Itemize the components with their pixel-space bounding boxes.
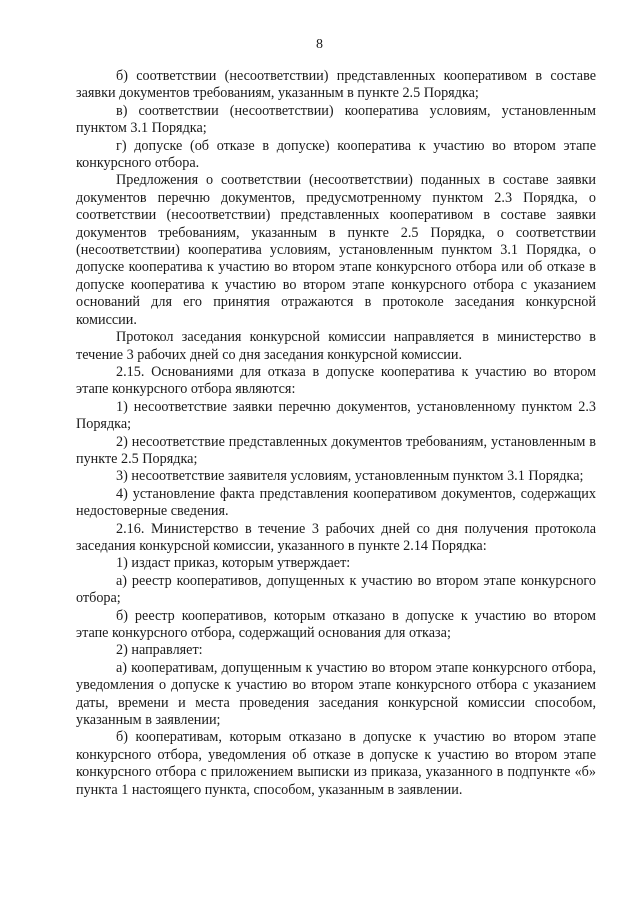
paragraph-registry-admitted: а) реестр кооперативов, допущенных к участию во втором этапе конкурсного отбора; [76,572,596,607]
paragraph-ground-1: 1) несоответствие заявки перечню документов, установленному пунктом 2.3 Порядка; [76,398,596,433]
paragraph-notify-refused: б) кооперативам, которым отказано в допуске к участию во втором этапе конкурсного отбора, уведомления об отказе в допуске к участию во втором этапе конкурсного отбора с приложением выписки из приказа, указанного в подпункте «б» пункта 1 настоящего пункта, способом, указанным в заявлении. [76,729,596,798]
paragraph-ground-2: 2) несоответствие представленных документов требованиям, установленным в пункте 2.5 Порядка; [76,433,596,467]
page-number: 8 [316,37,323,52]
paragraph-registry-refused: б) реестр кооперативов, которым отказано в допуске к участию во втором этапе конкурсного отбора, содержащий основания для отказа; [76,607,596,641]
paragraph-item-v-conditions: в) соответствии (несоответствии) кооператива условиям, установленным пунктом 3.1 Порядка; [76,102,596,137]
paragraph-protocol: Протокол заседания конкурсной комиссии направляется в министерство в течение 3 рабочих дней со дня заседания конкурсной комиссии. [76,329,596,363]
paragraph-ground-3: 3) несоответствие заявителя условиям, установленным пунктом 3.1 Порядка; [116,468,584,485]
paragraph-ground-4: 4) установление факта представления кооперативом документов, содержащих недостоверные сведения. [76,485,596,520]
paragraph-item-b-compliance: б) соответствии (несоответствии) представленных кооперативом в составе заявки документов требованиям, указанным в пункте 2.5 Порядка; [76,68,596,102]
paragraph-section-2-15: 2.15. Основаниями для отказа в допуске кооператива к участию во втором этапе конкурсного отбора являются: [76,363,596,398]
paragraph-section-2-16: 2.16. Министерство в течение 3 рабочих дней со дня получения протокола заседания конкурсной комиссии, указанного в пункте 2.14 Порядка: [76,520,596,554]
paragraph-order: 1) издаст приказ, которым утверждает: [116,555,351,572]
paragraph-proposals: Предложения о соответствии (несоответствии) поданных в составе заявки документов перечню документов, предусмотренному пунктом 2.3 Порядка, о соответствии (несоответствии) представленных кооперативом в составе заявки документов требованиям, указанным в пункте 2.5 Порядка, о соответствии (несоответствии) кооператива условиям, установленным пунктом 3.1 Порядка, о допуске кооператива к участию во втором этапе конкурсного отбора или об отказе в допуске кооператива к участию во втором этапе конкурсного отбора с указанием оснований для его принятия отражаются в протоколе заседания конкурсной комиссии. [76,172,596,328]
paragraph-sends: 2) направляет: [116,642,203,659]
paragraph-item-g-admission: г) допуске (об отказе в допуске) кооператива к участию во втором этапе конкурсного отбора. [76,137,596,172]
document-body [76,68,596,799]
paragraph-notify-admitted: а) кооперативам, допущенным к участию во втором этапе конкурсного отбора, уведомления о допуске к участию во втором этапе конкурсного отбора с указанием даты, времени и места проведения заседания конкурсной комиссии способом, указанным в заявлении; [76,659,596,729]
